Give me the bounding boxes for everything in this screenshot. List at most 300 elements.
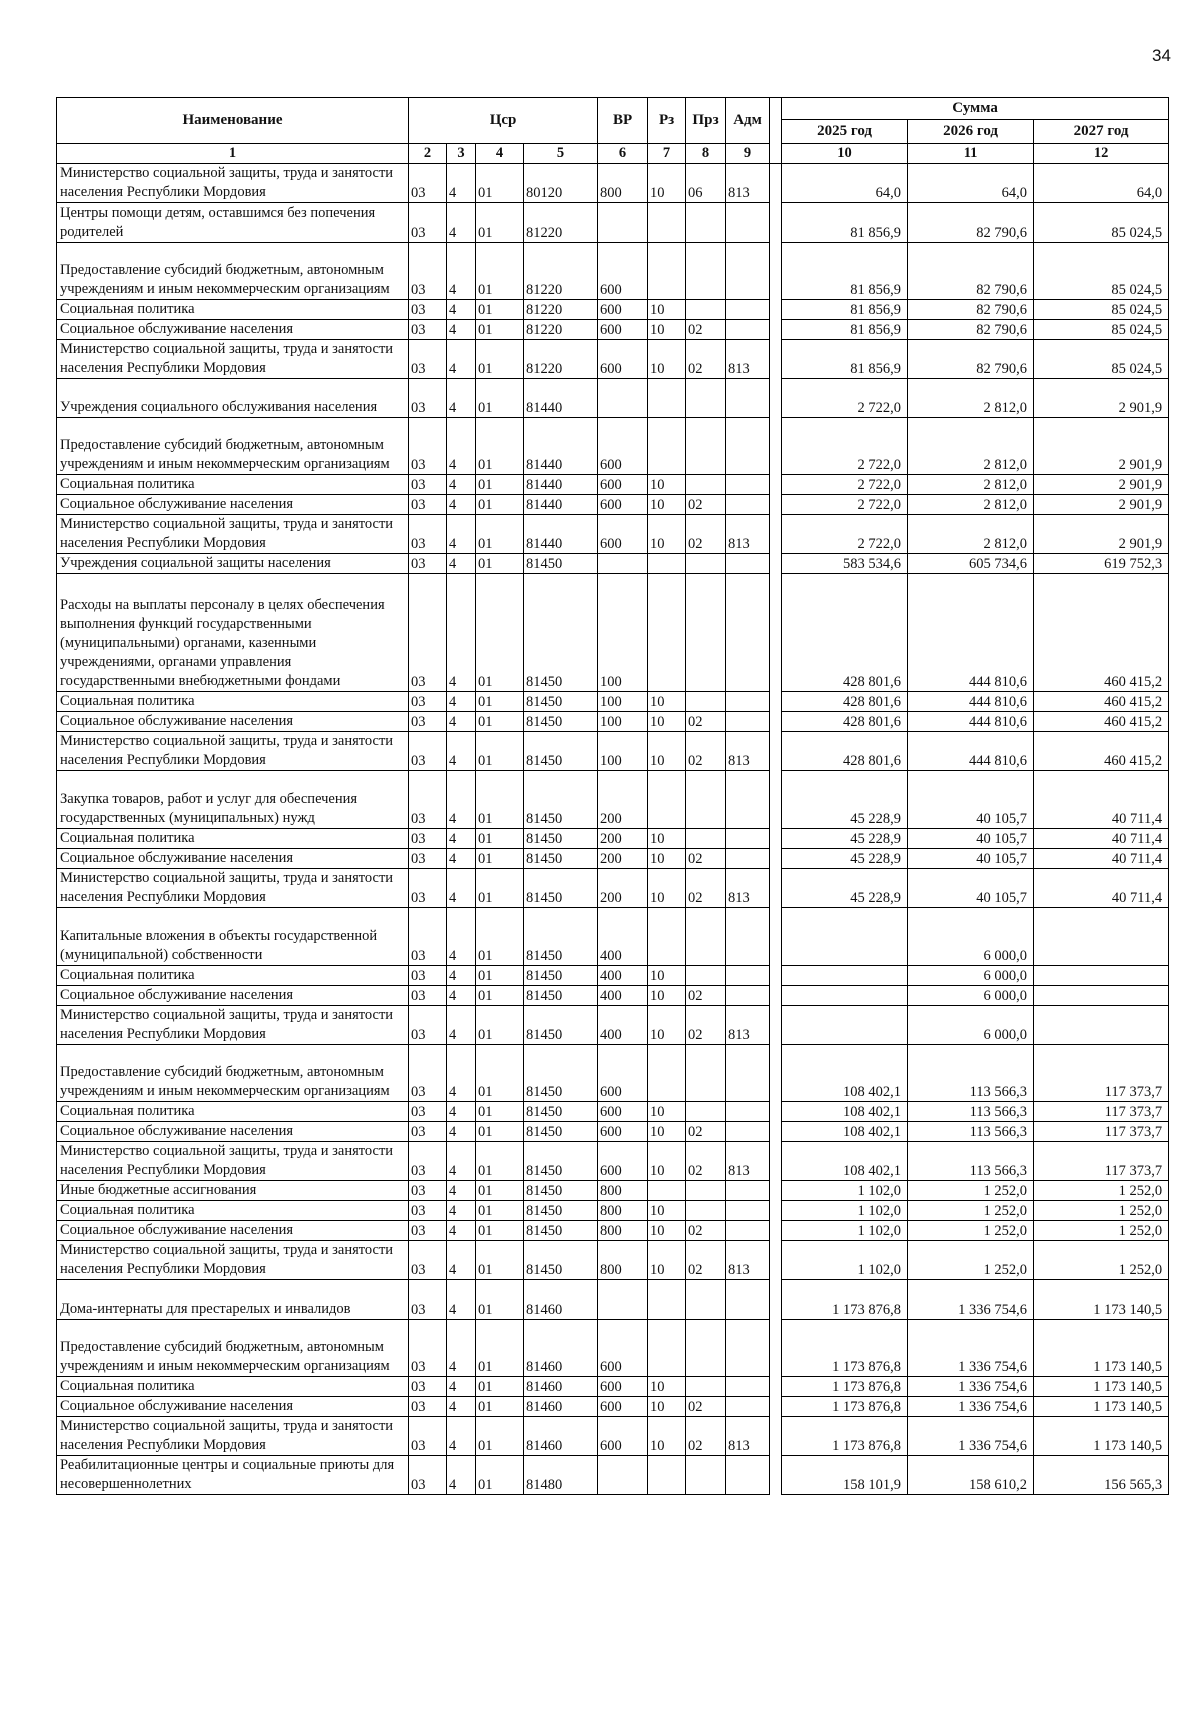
amount-2025: [782, 1006, 908, 1045]
amount-2026: 2 812,0: [908, 515, 1034, 554]
table-row: [57, 1122, 1169, 1142]
code-main: 01: [476, 1456, 524, 1495]
column-number: 9: [726, 144, 770, 164]
column-number: 3: [447, 144, 476, 164]
amount-2026: 82 790,6: [908, 300, 1034, 320]
code-rz: 10: [648, 300, 686, 320]
code-adm: [726, 712, 770, 732]
code-main: 01: [476, 243, 524, 300]
header-gap: [770, 98, 782, 164]
table-row: [57, 1142, 1169, 1181]
code-sub: 4: [447, 1142, 476, 1181]
amount-2025: 1 173 876,8: [782, 1280, 908, 1320]
code-prz: [686, 1181, 726, 1201]
amount-2027: 1 252,0: [1034, 1181, 1169, 1201]
code-sub: 4: [447, 340, 476, 379]
gap-cell: [770, 692, 782, 712]
code-direction: 81450: [524, 574, 598, 692]
code-main: 01: [476, 340, 524, 379]
code-vr: 400: [598, 966, 648, 986]
code-rz: [648, 418, 686, 475]
gap-cell: [770, 986, 782, 1006]
gap-cell: [770, 1122, 782, 1142]
row-name: Министерство социальной защиты, труда и занятости населения Республики Мордовия: [57, 515, 409, 554]
code-program: 03: [409, 1377, 447, 1397]
page-number: 34: [1152, 46, 1171, 65]
row-name: Социальная политика: [57, 829, 409, 849]
gap-cell: [770, 1280, 782, 1320]
row-name: Предоставление субсидий бюджетным, автономным учреждениям и иным некоммерческим организациям: [57, 418, 409, 475]
code-prz: [686, 475, 726, 495]
code-direction: 81450: [524, 692, 598, 712]
table-row: [57, 1045, 1169, 1102]
amount-2027: 460 415,2: [1034, 712, 1169, 732]
code-sub: 4: [447, 1006, 476, 1045]
code-vr: 600: [598, 1045, 648, 1102]
code-main: 01: [476, 1320, 524, 1377]
gap-cell: [770, 340, 782, 379]
amount-2025: 64,0: [782, 164, 908, 203]
code-rz: 10: [648, 1142, 686, 1181]
code-adm: 813: [726, 1417, 770, 1456]
row-name: Учреждения социальной защиты населения: [57, 554, 409, 574]
amount-2027: 85 024,5: [1034, 340, 1169, 379]
code-direction: 81440: [524, 418, 598, 475]
amount-2027: 2 901,9: [1034, 418, 1169, 475]
gap-cell: [770, 1377, 782, 1397]
amount-2026: 605 734,6: [908, 554, 1034, 574]
code-vr: 600: [598, 1142, 648, 1181]
amount-2025: 1 102,0: [782, 1241, 908, 1280]
code-adm: [726, 966, 770, 986]
amount-2027: 85 024,5: [1034, 300, 1169, 320]
table-row: [57, 1456, 1169, 1495]
code-adm: [726, 908, 770, 966]
amount-2027: 1 173 140,5: [1034, 1397, 1169, 1417]
budget-table: [56, 97, 1169, 1495]
code-rz: [648, 574, 686, 692]
code-main: 01: [476, 495, 524, 515]
code-sub: 4: [447, 554, 476, 574]
code-direction: 81450: [524, 732, 598, 771]
gap-cell: [770, 1102, 782, 1122]
table-row: [57, 771, 1169, 829]
header-year-2026: 2026 год: [908, 120, 1034, 144]
code-sub: 4: [447, 203, 476, 243]
code-adm: 813: [726, 732, 770, 771]
amount-2026: 113 566,3: [908, 1045, 1034, 1102]
code-main: 01: [476, 1377, 524, 1397]
table-row: [57, 495, 1169, 515]
gap-cell: [770, 1201, 782, 1221]
code-direction: 81460: [524, 1320, 598, 1377]
gap-cell: [770, 1221, 782, 1241]
code-program: 03: [409, 1142, 447, 1181]
code-program: 03: [409, 1397, 447, 1417]
code-sub: 4: [447, 1377, 476, 1397]
amount-2026: 113 566,3: [908, 1142, 1034, 1181]
code-vr: 600: [598, 475, 648, 495]
code-rz: [648, 203, 686, 243]
gap-cell: [770, 1397, 782, 1417]
code-main: 01: [476, 379, 524, 418]
column-number: 6: [598, 144, 648, 164]
code-sub: 4: [447, 1181, 476, 1201]
table-row: [57, 1280, 1169, 1320]
gap-cell: [770, 712, 782, 732]
code-adm: [726, 554, 770, 574]
code-vr: 200: [598, 771, 648, 829]
amount-2027: 2 901,9: [1034, 475, 1169, 495]
table-row: [57, 829, 1169, 849]
amount-2027: 1 252,0: [1034, 1241, 1169, 1280]
code-adm: [726, 1397, 770, 1417]
amount-2027: 85 024,5: [1034, 243, 1169, 300]
amount-2027: 1 252,0: [1034, 1221, 1169, 1241]
amount-2027: 117 373,7: [1034, 1102, 1169, 1122]
code-sub: 4: [447, 164, 476, 203]
code-prz: 02: [686, 495, 726, 515]
row-name: Центры помощи детям, оставшимся без попечения родителей: [57, 203, 409, 243]
code-rz: 10: [648, 1417, 686, 1456]
code-prz: [686, 203, 726, 243]
column-number: 4: [476, 144, 524, 164]
code-direction: 81220: [524, 300, 598, 320]
code-sub: 4: [447, 1417, 476, 1456]
code-rz: 10: [648, 340, 686, 379]
amount-2025: 45 228,9: [782, 829, 908, 849]
code-main: 01: [476, 515, 524, 554]
code-vr: [598, 554, 648, 574]
amount-2027: 85 024,5: [1034, 320, 1169, 340]
code-main: 01: [476, 849, 524, 869]
code-adm: 813: [726, 515, 770, 554]
code-vr: 100: [598, 574, 648, 692]
amount-2026: 444 810,6: [908, 712, 1034, 732]
code-program: 03: [409, 1417, 447, 1456]
table-row: [57, 966, 1169, 986]
code-vr: [598, 1280, 648, 1320]
gap-cell: [770, 1320, 782, 1377]
header-name: Наименование: [57, 98, 409, 144]
code-sub: 4: [447, 771, 476, 829]
column-number: 5: [524, 144, 598, 164]
amount-2026: 1 252,0: [908, 1221, 1034, 1241]
code-vr: 600: [598, 1102, 648, 1122]
code-program: 03: [409, 1122, 447, 1142]
table-row: [57, 692, 1169, 712]
row-name: Дома-интернаты для престарелых и инвалидов: [57, 1280, 409, 1320]
table-row: [57, 243, 1169, 300]
row-name: Социальное обслуживание населения: [57, 849, 409, 869]
code-main: 01: [476, 300, 524, 320]
code-rz: [648, 379, 686, 418]
amount-2027: 619 752,3: [1034, 554, 1169, 574]
code-rz: [648, 771, 686, 829]
table-row: [57, 1397, 1169, 1417]
table-row: [57, 164, 1169, 203]
table-row: [57, 1201, 1169, 1221]
amount-2025: [782, 908, 908, 966]
amount-2025: 428 801,6: [782, 732, 908, 771]
code-sub: 4: [447, 986, 476, 1006]
row-name: Социальное обслуживание населения: [57, 712, 409, 732]
gap-cell: [770, 475, 782, 495]
table-row: [57, 515, 1169, 554]
code-main: 01: [476, 203, 524, 243]
table-row: [57, 908, 1169, 966]
amount-2025: 108 402,1: [782, 1122, 908, 1142]
code-vr: 400: [598, 986, 648, 1006]
code-prz: 02: [686, 849, 726, 869]
row-name: Социальная политика: [57, 1201, 409, 1221]
code-main: 01: [476, 908, 524, 966]
code-rz: 10: [648, 475, 686, 495]
code-program: 03: [409, 574, 447, 692]
code-direction: 81450: [524, 771, 598, 829]
amount-2025: 583 534,6: [782, 554, 908, 574]
code-direction: 81450: [524, 554, 598, 574]
code-direction: 81450: [524, 869, 598, 908]
code-program: 03: [409, 300, 447, 320]
code-rz: [648, 1320, 686, 1377]
row-name: Социальное обслуживание населения: [57, 1397, 409, 1417]
code-adm: [726, 1102, 770, 1122]
code-direction: 81450: [524, 712, 598, 732]
code-main: 01: [476, 418, 524, 475]
code-prz: [686, 379, 726, 418]
amount-2027: 2 901,9: [1034, 495, 1169, 515]
amount-2026: 2 812,0: [908, 495, 1034, 515]
amount-2027: 40 711,4: [1034, 829, 1169, 849]
table-row: [57, 320, 1169, 340]
code-prz: [686, 1201, 726, 1221]
code-rz: 10: [648, 829, 686, 849]
code-program: 03: [409, 771, 447, 829]
gap-cell: [770, 732, 782, 771]
code-prz: 02: [686, 869, 726, 908]
code-main: 01: [476, 164, 524, 203]
table-row: [57, 849, 1169, 869]
code-prz: [686, 1280, 726, 1320]
code-rz: 10: [648, 1221, 686, 1241]
code-rz: [648, 908, 686, 966]
code-sub: 4: [447, 574, 476, 692]
code-vr: 600: [598, 418, 648, 475]
code-direction: 81440: [524, 515, 598, 554]
code-adm: 813: [726, 1241, 770, 1280]
code-direction: 81450: [524, 1241, 598, 1280]
amount-2027: 40 711,4: [1034, 849, 1169, 869]
code-main: 01: [476, 320, 524, 340]
amount-2025: 1 173 876,8: [782, 1397, 908, 1417]
code-main: 01: [476, 692, 524, 712]
code-vr: 800: [598, 1181, 648, 1201]
code-prz: [686, 243, 726, 300]
gap-cell: [770, 418, 782, 475]
amount-2027: [1034, 908, 1169, 966]
amount-2025: 2 722,0: [782, 379, 908, 418]
code-direction: 81460: [524, 1397, 598, 1417]
code-adm: 813: [726, 1142, 770, 1181]
amount-2027: 156 565,3: [1034, 1456, 1169, 1495]
amount-2026: 6 000,0: [908, 966, 1034, 986]
code-program: 03: [409, 320, 447, 340]
gap-cell: [770, 495, 782, 515]
code-main: 01: [476, 1142, 524, 1181]
code-rz: 10: [648, 164, 686, 203]
code-vr: 800: [598, 1221, 648, 1241]
code-prz: [686, 966, 726, 986]
amount-2026: 2 812,0: [908, 475, 1034, 495]
code-sub: 4: [447, 495, 476, 515]
code-program: 03: [409, 164, 447, 203]
code-program: 03: [409, 692, 447, 712]
amount-2026: 1 252,0: [908, 1201, 1034, 1221]
amount-2027: 460 415,2: [1034, 732, 1169, 771]
row-name: Реабилитационные центры и социальные приюты для несовершеннолетних: [57, 1456, 409, 1495]
code-rz: 10: [648, 966, 686, 986]
code-direction: 81450: [524, 986, 598, 1006]
code-direction: 81450: [524, 1045, 598, 1102]
code-main: 01: [476, 1397, 524, 1417]
code-prz: 02: [686, 732, 726, 771]
gap-cell: [770, 164, 782, 203]
code-adm: 813: [726, 340, 770, 379]
header-year-2025: 2025 год: [782, 120, 908, 144]
code-main: 01: [476, 869, 524, 908]
code-program: 03: [409, 515, 447, 554]
code-prz: 02: [686, 1142, 726, 1181]
code-sub: 4: [447, 849, 476, 869]
code-direction: 81220: [524, 340, 598, 379]
table-row: [57, 1181, 1169, 1201]
amount-2026: 6 000,0: [908, 1006, 1034, 1045]
code-direction: 81450: [524, 1006, 598, 1045]
code-main: 01: [476, 1181, 524, 1201]
header-sum: Сумма: [782, 98, 1169, 120]
amount-2027: 117 373,7: [1034, 1142, 1169, 1181]
table-row: [57, 712, 1169, 732]
code-sub: 4: [447, 829, 476, 849]
row-name: Социальная политика: [57, 692, 409, 712]
row-name: Социальное обслуживание населения: [57, 495, 409, 515]
table-row: [57, 1417, 1169, 1456]
code-prz: 02: [686, 1006, 726, 1045]
code-vr: 800: [598, 1241, 648, 1280]
code-rz: [648, 1456, 686, 1495]
table-row: [57, 1006, 1169, 1045]
amount-2025: 1 102,0: [782, 1201, 908, 1221]
code-adm: [726, 1280, 770, 1320]
table-row: [57, 379, 1169, 418]
gap-cell: [770, 849, 782, 869]
code-sub: 4: [447, 1456, 476, 1495]
code-sub: 4: [447, 1221, 476, 1241]
amount-2025: [782, 986, 908, 1006]
amount-2026: 1 336 754,6: [908, 1377, 1034, 1397]
gap-cell: [770, 320, 782, 340]
code-vr: [598, 379, 648, 418]
code-sub: 4: [447, 1201, 476, 1221]
code-direction: 81460: [524, 1280, 598, 1320]
code-adm: [726, 771, 770, 829]
column-number: 10: [782, 144, 908, 164]
gap-cell: [770, 515, 782, 554]
code-adm: 813: [726, 1006, 770, 1045]
amount-2026: 6 000,0: [908, 986, 1034, 1006]
code-program: 03: [409, 869, 447, 908]
code-adm: [726, 418, 770, 475]
code-sub: 4: [447, 966, 476, 986]
code-prz: 02: [686, 515, 726, 554]
code-adm: [726, 1320, 770, 1377]
code-vr: 600: [598, 1320, 648, 1377]
header-vr: ВР: [598, 98, 648, 144]
gap-cell: [770, 1181, 782, 1201]
header-rz: Рз: [648, 98, 686, 144]
amount-2027: [1034, 986, 1169, 1006]
code-prz: 02: [686, 1241, 726, 1280]
code-main: 01: [476, 712, 524, 732]
amount-2026: 2 812,0: [908, 418, 1034, 475]
code-prz: [686, 1320, 726, 1377]
amount-2026: 40 105,7: [908, 849, 1034, 869]
row-name: Социальная политика: [57, 475, 409, 495]
code-sub: 4: [447, 1241, 476, 1280]
amount-2025: 1 173 876,8: [782, 1417, 908, 1456]
code-vr: 600: [598, 1397, 648, 1417]
amount-2026: 113 566,3: [908, 1122, 1034, 1142]
code-vr: 600: [598, 340, 648, 379]
code-vr: 200: [598, 829, 648, 849]
code-sub: 4: [447, 1320, 476, 1377]
amount-2025: 1 102,0: [782, 1181, 908, 1201]
code-adm: [726, 849, 770, 869]
table-row: [57, 869, 1169, 908]
code-rz: [648, 1045, 686, 1102]
code-program: 03: [409, 1320, 447, 1377]
code-adm: [726, 1045, 770, 1102]
code-prz: 06: [686, 164, 726, 203]
row-name: Социальное обслуживание населения: [57, 320, 409, 340]
amount-2026: 40 105,7: [908, 829, 1034, 849]
code-direction: 81450: [524, 1142, 598, 1181]
code-main: 01: [476, 1417, 524, 1456]
code-rz: [648, 554, 686, 574]
code-adm: [726, 475, 770, 495]
gap-cell: [770, 1241, 782, 1280]
code-vr: 600: [598, 243, 648, 300]
gap-cell: [770, 966, 782, 986]
amount-2025: 45 228,9: [782, 771, 908, 829]
code-prz: 02: [686, 1221, 726, 1241]
header-csr: Цср: [409, 98, 598, 144]
code-program: 03: [409, 340, 447, 379]
amount-2026: 40 105,7: [908, 771, 1034, 829]
column-number: 2: [409, 144, 447, 164]
code-direction: 81460: [524, 1377, 598, 1397]
amount-2027: 85 024,5: [1034, 203, 1169, 243]
table-row: [57, 1221, 1169, 1241]
column-number: 12: [1034, 144, 1169, 164]
code-direction: 81440: [524, 495, 598, 515]
code-vr: 600: [598, 300, 648, 320]
code-vr: 800: [598, 1201, 648, 1221]
code-vr: 600: [598, 1377, 648, 1397]
code-main: 01: [476, 475, 524, 495]
amount-2025: 1 173 876,8: [782, 1377, 908, 1397]
